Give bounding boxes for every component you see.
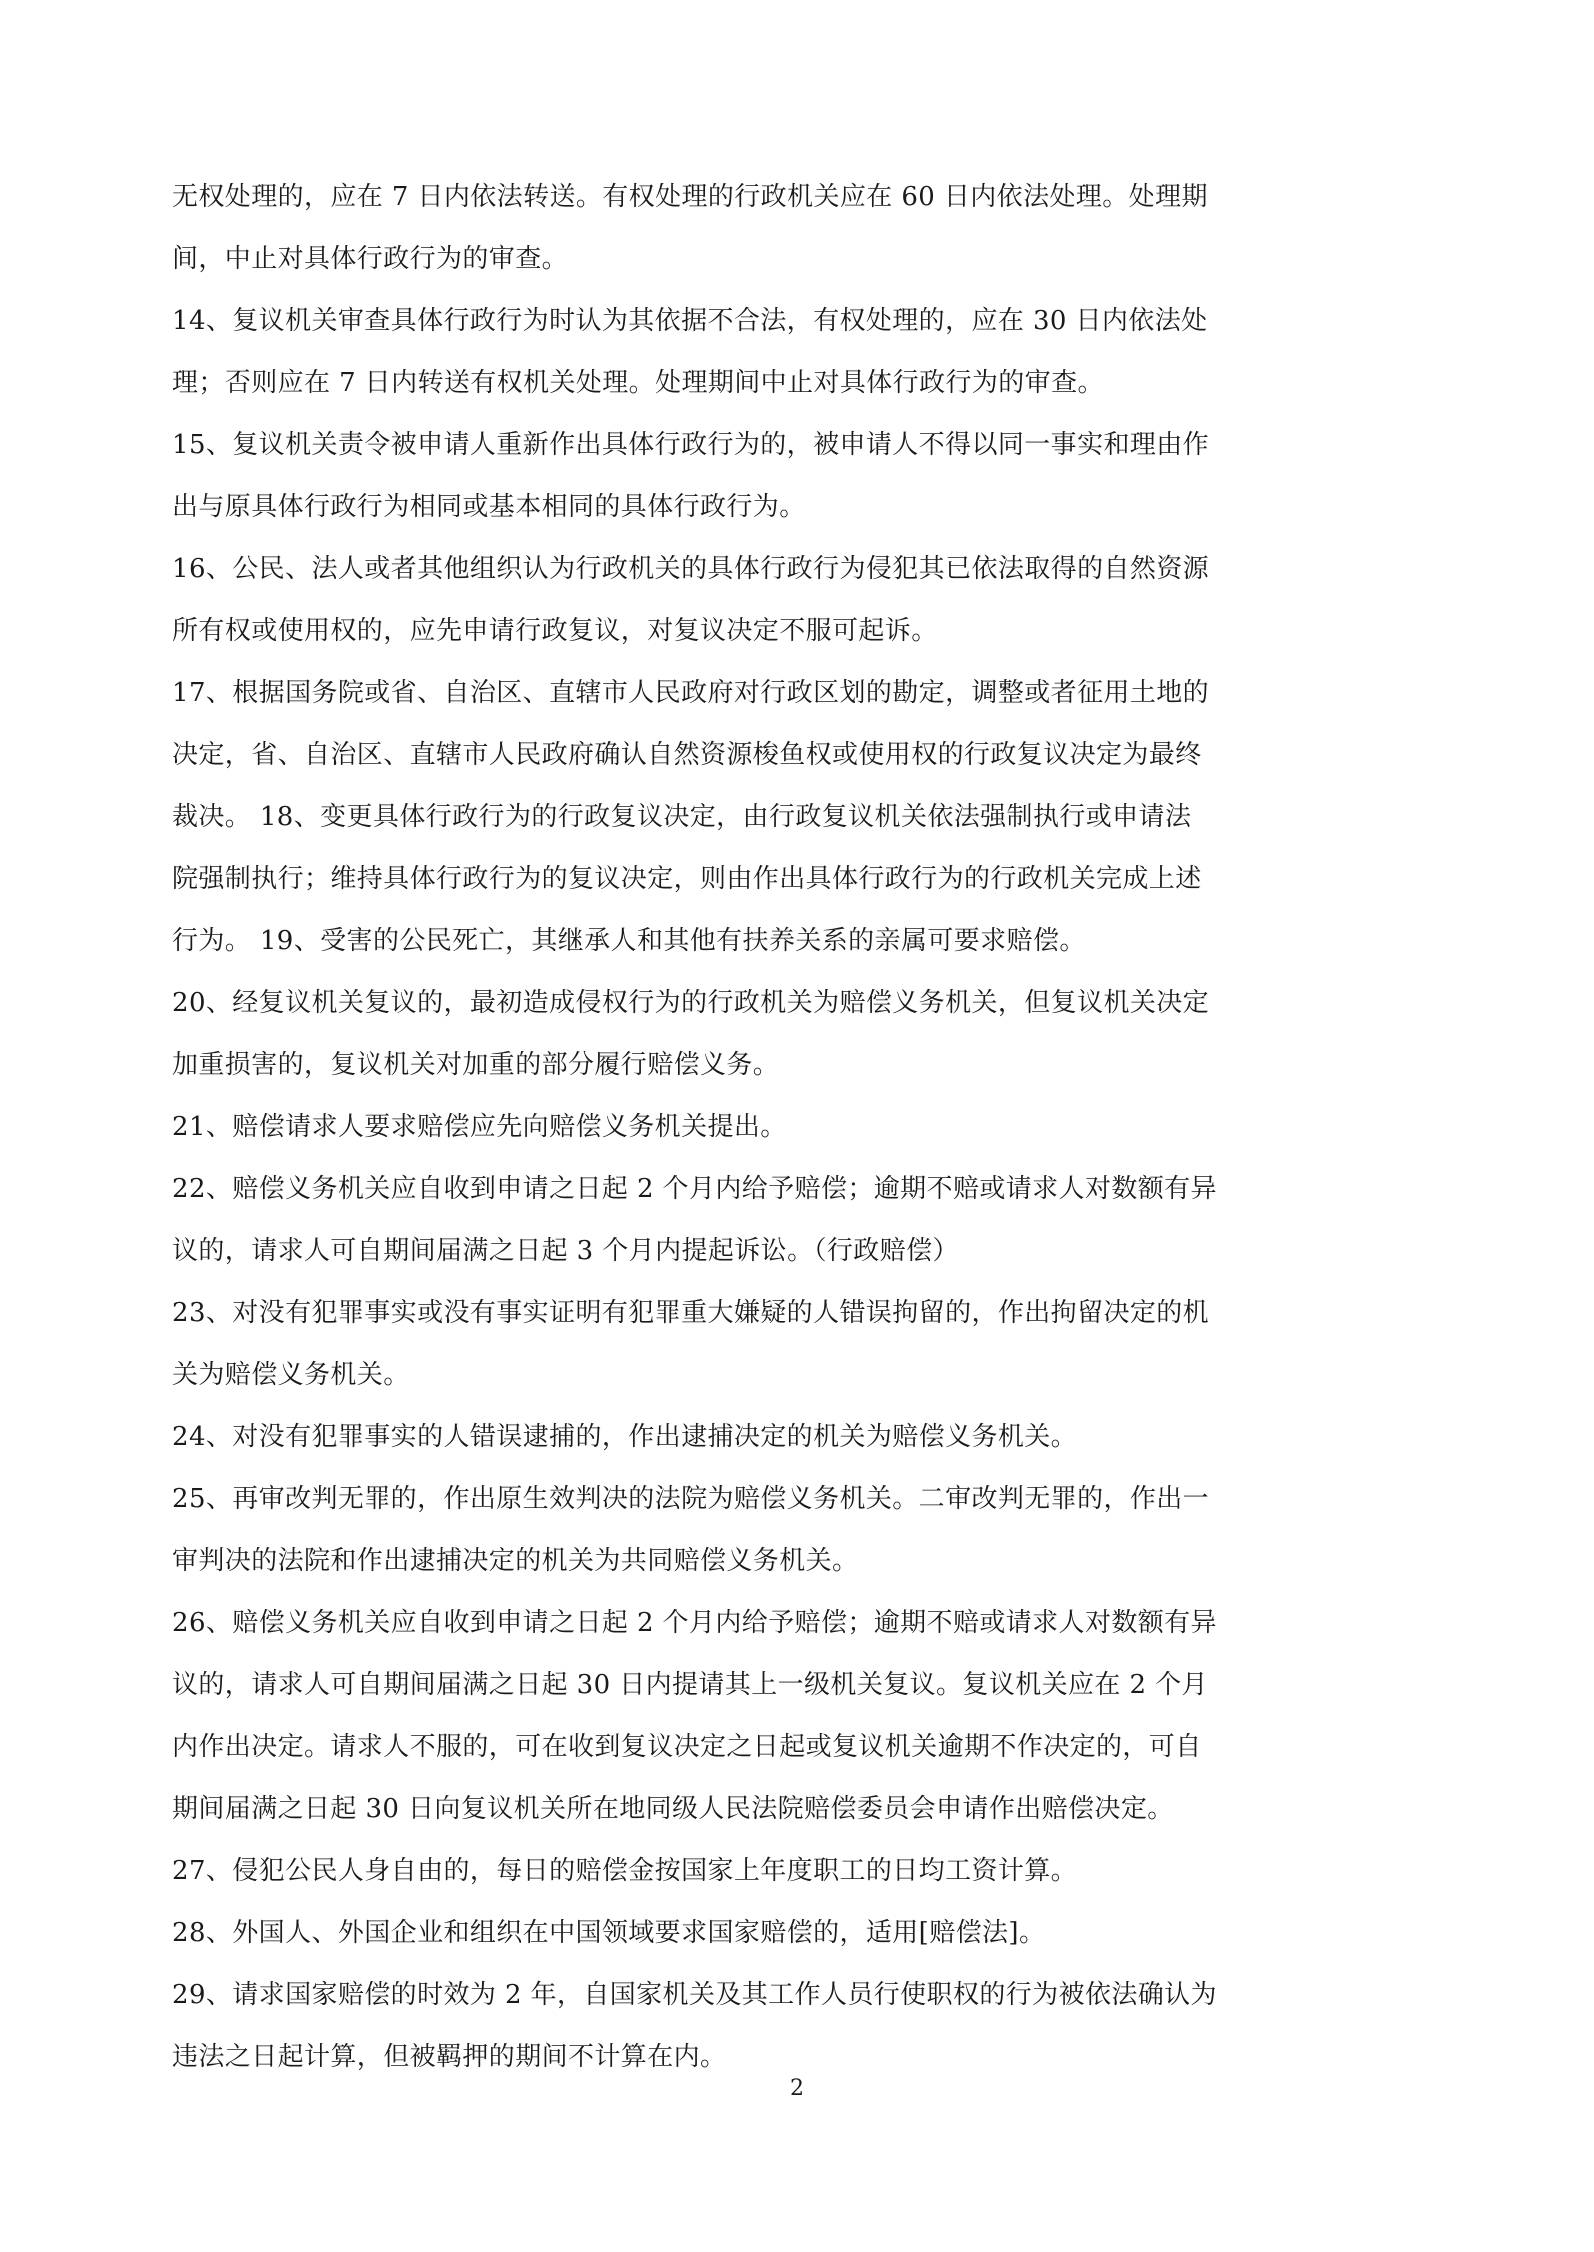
text-line: 内作出决定。请求人不服的，可在收到复议决定之日起或复议机关逾期不作决定的，可自 <box>172 1732 1202 1762</box>
text-line: 无权处理的，应在 7 日内依法转送。有权处理的行政机关应在 60 日内依法处理。处理期 <box>172 182 1208 212</box>
text-line: 21、赔偿请求人要求赔偿应先向赔偿义务机关提出。 <box>172 1112 787 1142</box>
text-line: 23、对没有犯罪事实或没有事实证明有犯罪重大嫌疑的人错误拘留的，作出拘留决定的机 <box>172 1298 1210 1328</box>
text-line: 关为赔偿义务机关。 <box>172 1360 410 1390</box>
text-line: 14、复议机关审查具体行政行为时认为其依据不合法，有权处理的，应在 30 日内依法处 <box>172 306 1208 336</box>
text-line: 间，中止对具体行政行为的审查。 <box>172 244 569 274</box>
text-line: 20、经复议机关复议的，最初造成侵权行为的行政机关为赔偿义务机关，但复议机关决定 <box>172 988 1210 1018</box>
text-line: 院强制执行；维持具体行政行为的复议决定，则由作出具体行政行为的行政机关完成上述 <box>172 864 1202 894</box>
text-line: 22、赔偿义务机关应自收到申请之日起 2 个月内给予赔偿；逾期不赔或请求人对数额有异 <box>172 1174 1217 1204</box>
text-line: 27、侵犯公民人身自由的，每日的赔偿金按国家上年度职工的日均工资计算。 <box>172 1856 1078 1886</box>
text-line: 裁决。 18、变更具体行政行为的行政复议决定，由行政复议机关依法强制执行或申请法 <box>172 802 1192 832</box>
text-line: 所有权或使用权的，应先申请行政复议，对复议决定不服可起诉。 <box>172 616 938 646</box>
text-line: 出与原具体行政行为相同或基本相同的具体行政行为。 <box>172 492 806 522</box>
text-line: 议的，请求人可自期间届满之日起 3 个月内提起诉讼。（行政赔偿） <box>172 1236 959 1266</box>
text-line: 26、赔偿义务机关应自收到申请之日起 2 个月内给予赔偿；逾期不赔或请求人对数额有异 <box>172 1608 1217 1638</box>
text-line: 17、根据国务院或省、自治区、直辖市人民政府对行政区划的勘定，调整或者征用土地的 <box>172 678 1210 708</box>
text-line: 16、公民、法人或者其他组织认为行政机关的具体行政行为侵犯其已依法取得的自然资源 <box>172 554 1210 584</box>
text-line: 25、再审改判无罪的，作出原生效判决的法院为赔偿义务机关。二审改判无罪的，作出一 <box>172 1484 1210 1514</box>
text-line: 期间届满之日起 30 日向复议机关所在地同级人民法院赔偿委员会申请作出赔偿决定。 <box>172 1794 1174 1824</box>
body-text <box>172 166 1412 2088</box>
text-line: 议的，请求人可自期间届满之日起 30 日内提请其上一级机关复议。复议机关应在 2 个月 <box>172 1670 1208 1700</box>
text-line: 决定，省、自治区、直辖市人民政府确认自然资源梭鱼权或使用权的行政复议决定为最终 <box>172 740 1202 770</box>
text-line: 24、对没有犯罪事实的人错误逮捕的，作出逮捕决定的机关为赔偿义务机关。 <box>172 1422 1078 1452</box>
text-line: 15、复议机关责令被申请人重新作出具体行政行为的，被申请人不得以同一事实和理由作 <box>172 430 1210 460</box>
text-line: 理；否则应在 7 日内转送有权机关处理。处理期间中止对具体行政行为的审查。 <box>172 368 1104 398</box>
page-number: 2 <box>790 2076 804 2101</box>
text-line: 审判决的法院和作出逮捕决定的机关为共同赔偿义务机关。 <box>172 1546 859 1576</box>
text-line: 29、请求国家赔偿的时效为 2 年，自国家机关及其工作人员行使职权的行为被依法确认为 <box>172 1980 1217 2010</box>
text-line: 行为。 19、受害的公民死亡，其继承人和其他有扶养关系的亲属可要求赔偿。 <box>172 926 1086 956</box>
text-line: 违法之日起计算，但被羁押的期间不计算在内。 <box>172 2042 727 2072</box>
document-body <box>172 166 1412 2088</box>
text-line: 加重损害的，复议机关对加重的部分履行赔偿义务。 <box>172 1050 780 1080</box>
text-line: 28、外国人、外国企业和组织在中国领域要求国家赔偿的，适用[赔偿法]。 <box>172 1918 1046 1948</box>
